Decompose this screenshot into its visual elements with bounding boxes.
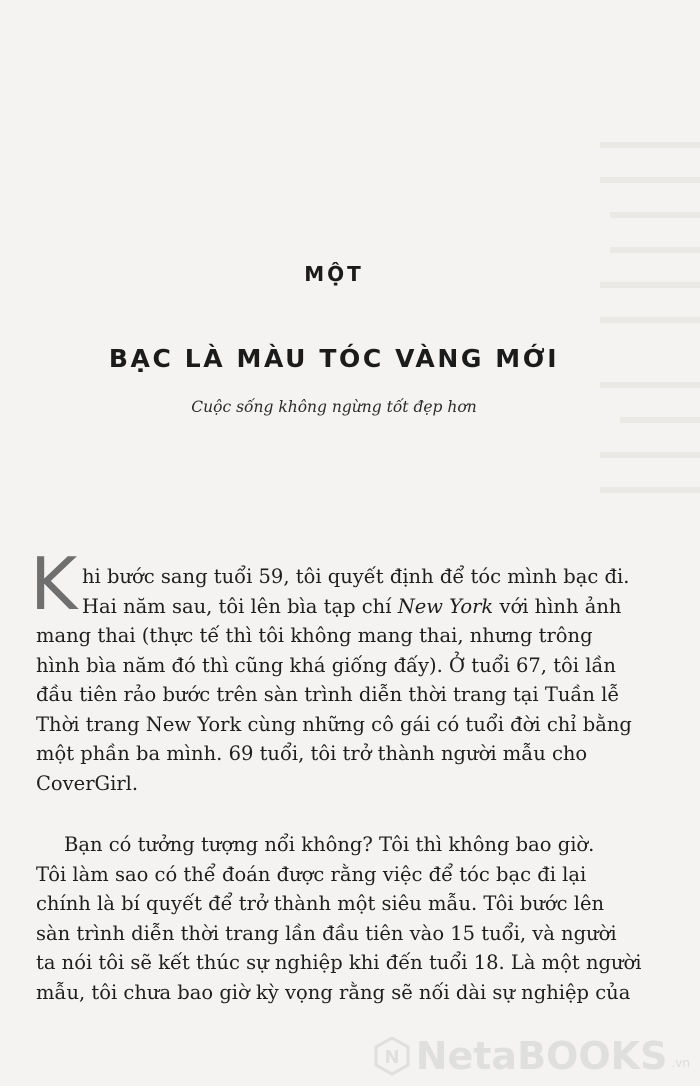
chapter-label: MỘT (304, 262, 364, 286)
paragraph-line: hình bìa năm đó thì cũng khá giống đấy). Ở tuổi 67, tôi lần (36, 653, 616, 677)
paragraph-2 (36, 830, 666, 1007)
paragraph-line: sàn trình diễn thời trang lần đầu tiên vào 15 tuổi, và người (36, 921, 617, 945)
paragraph-line: CoverGirl. (36, 771, 139, 795)
watermark-suffix: .vn (671, 1056, 690, 1070)
chapter-subtitle: Cuộc sống không ngừng tốt đẹp hơn (191, 398, 477, 416)
paragraph-line: mẫu, tôi chưa bao giờ kỳ vọng rằng sẽ nối dài sự nghiệp của (36, 980, 631, 1004)
paragraph-line (36, 592, 666, 622)
paragraph-1 (36, 562, 666, 798)
paragraph-line-tail: với hình ảnh (493, 594, 622, 618)
paragraph-line: đầu tiên rảo bước trên sàn trình diễn thời trang tại Tuần lễ (36, 683, 620, 706)
paragraph-line: mang thai (thực tế thì tôi không mang thai, nhưng trông (36, 624, 593, 647)
neta-logo-icon (372, 1036, 412, 1076)
paragraph-line-text: Hai năm sau, tôi lên bìa tạp chí (82, 594, 398, 618)
drop-cap: K (30, 542, 78, 626)
paragraph-line: hi bước sang tuổi 59, tôi quyết định để tóc mình bạc đi. (82, 565, 630, 588)
watermark (372, 1034, 690, 1078)
paragraph-line: Tôi làm sao có thể đoán được rằng việc để tóc bạc đi lại (36, 862, 587, 886)
paragraph-line: chính là bí quyết để trở thành một siêu mẫu. Tôi bước lên (36, 892, 605, 915)
magazine-name: New York (397, 594, 494, 618)
svg-text:N: N (384, 1047, 400, 1068)
chapter-title: BẠC LÀ MÀU TÓC VÀNG MỚI (108, 344, 560, 373)
watermark-brand: NetaBOOKS (415, 1034, 668, 1078)
paragraph-line: một phần ba mình. 69 tuổi, tôi trở thành người mẫu cho (36, 742, 588, 765)
paragraph-line: Thời trang New York cùng những cô gái có tuổi đời chỉ bằng (36, 712, 632, 736)
paragraph-line: ta nói tôi sẽ kết thúc sự nghiệp khi đến tuổi 18. Là một người (36, 951, 642, 974)
paragraph-line: Bạn có tưởng tượng nổi không? Tôi thì không bao giờ. (64, 833, 595, 856)
